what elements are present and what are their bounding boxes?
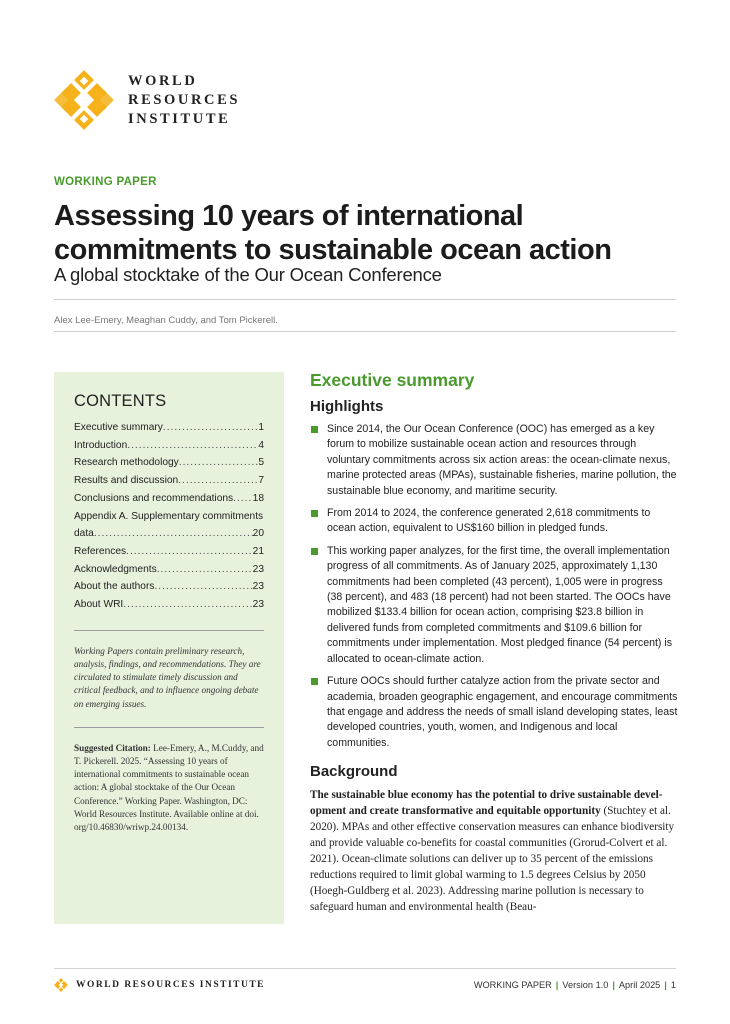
highlights-heading: Highlights [310,398,384,415]
logo-line-3: INSTITUTE [128,110,231,127]
logo-line-2: RESOURCES [128,91,241,108]
table-of-contents [74,419,264,614]
sidebar-divider [74,727,264,728]
list-item: This working paper analyzes, for the first time, the overall implementation progress of all commitments. As of January 2025, approximately 1,130 commitments had been completed (43 percent), 1,005 were in progress (38 percent), and 483 (18 percent) had not been started. The OOCs have mobilized $133.4 billion for ocean action, comprising $23.8 billion in delivered funds from completed commitments and $109.6 billion for commitments under implementation. Most pledged finance (54 percent) is allocated to ocean-climate action. [310,544,680,667]
page-number: 1 [670,980,676,990]
toc-item[interactable]: About WRI ..... 23 [74,596,264,614]
wri-logo-icon [54,70,114,130]
toc-item[interactable]: Acknowledgments ..... 23 [74,561,264,579]
toc-item[interactable]: Executive summary ..... 1 [74,419,264,437]
list-item: From 2014 to 2024, the conference generated 2,618 commitments to ocean action, equivalent to US$160 billion in pledged funds. [310,506,680,537]
list-item: Since 2014, the Our Ocean Conference (OOC) has emerged as a key forum to mobilize sustainable ocean action and resources through voluntary commitments across six action areas: the ocean-climate nexus, marine protected areas (MPAs), sustainable fisheries, marine pollution, the sustainable blue economy, and maritime security. [310,422,680,499]
working-paper-note: Working Papers contain preliminary research, analysis, findings, and recommendations. They are circulated to stimulate timely discussion and critical feedback, and to influence ongoing debate on emerging issues. [74,645,261,709]
toc-item[interactable]: Results and discussion ..... 7 [74,472,264,490]
contents-heading: CONTENTS [74,392,167,410]
footer-series: WORKING PAPER [473,980,552,990]
footer-divider [54,968,676,969]
background-paragraph: The sustainable blue economy has the potential to drive sustainable development and create transformative and equitable opportunity (Stuchtey et al. 2020). MPAs and other effective conservation measures can enhance biodiversity and provide valuable co-benefits for coastal communities (Grorud-Colvert et al. 2021). Ocean-climate solutions can deliver up to 35 percent of the emissions reductions required to limit global warming to 1.5 degrees Celsius by 2050 (Hoegh-Guldberg et al. 2023). Addressing marine pollution is necessary to safeguard human and environmental health (Beau- [310,789,675,914]
toc-item[interactable]: References ..... 21 [74,543,264,561]
wri-logo [54,70,240,130]
footer-version: Version 1.0 [562,980,609,990]
footer-logo [54,978,265,992]
highlights-list [310,422,680,751]
document-kicker: WORKING PAPER [54,176,157,188]
bullet-square-icon [311,548,318,555]
bullet-square-icon [311,426,318,433]
authors-line: Alex Lee-Emery, Meaghan Cuddy, and Tom Pickerell. [54,315,278,326]
sidebar-divider [74,630,264,631]
list-item: Future OOCs should further catalyze action from the private sector and academia, broaden geographic engagement, and encourage commitments that engage and address the needs of small island developing states, least developed countries, youth, women, and Indigenous and local communities. [310,674,680,751]
toc-item[interactable]: Introduction ..... 4 [74,437,264,455]
background-heading: Background [310,763,398,781]
footer-wordmark: WORLD RESOURCES INSTITUTE [76,980,266,990]
page-subtitle: A global stocktake of the Our Ocean Conference [54,264,442,285]
wri-logo-icon [54,978,68,992]
toc-item[interactable]: Research methodology ..... 5 [74,454,264,472]
executive-summary-heading: Executive summary [310,370,475,390]
toc-item[interactable]: Conclusions and recommendations ..... 18 [74,490,264,508]
footer-meta: WORKING PAPER | Version 1.0 | April 2025 | 1 [473,980,676,990]
suggested-citation: Suggested Citation: Lee-Emery, A., M.Cuddy, and T. Pickerell. 2025. “Assessing 10 years of international commitments to sustainable ocean action: A global stocktake of the Our Ocean Conference.” Working Paper. Washington, DC: World Resources Institute. Available online at doi. org/10.46830/wriwp.24.00134. [74,742,264,832]
bullet-square-icon [311,678,318,685]
logo-wordmark [128,72,240,129]
footer-date: April 2025 [618,980,661,990]
contents-sidebar [54,372,284,924]
toc-item[interactable]: About the authors ..... 23 [74,578,264,596]
main-column [310,370,680,915]
toc-item[interactable]: Appendix A. Supplementary commitments data ..... 20 [74,508,264,543]
authors-divider [54,331,676,332]
bullet-square-icon [311,510,318,517]
logo-line-1: WORLD [128,72,198,89]
header-divider [54,299,676,300]
page-title: Assessing 10 years of international commitments to sustainable ocean action [54,200,612,266]
